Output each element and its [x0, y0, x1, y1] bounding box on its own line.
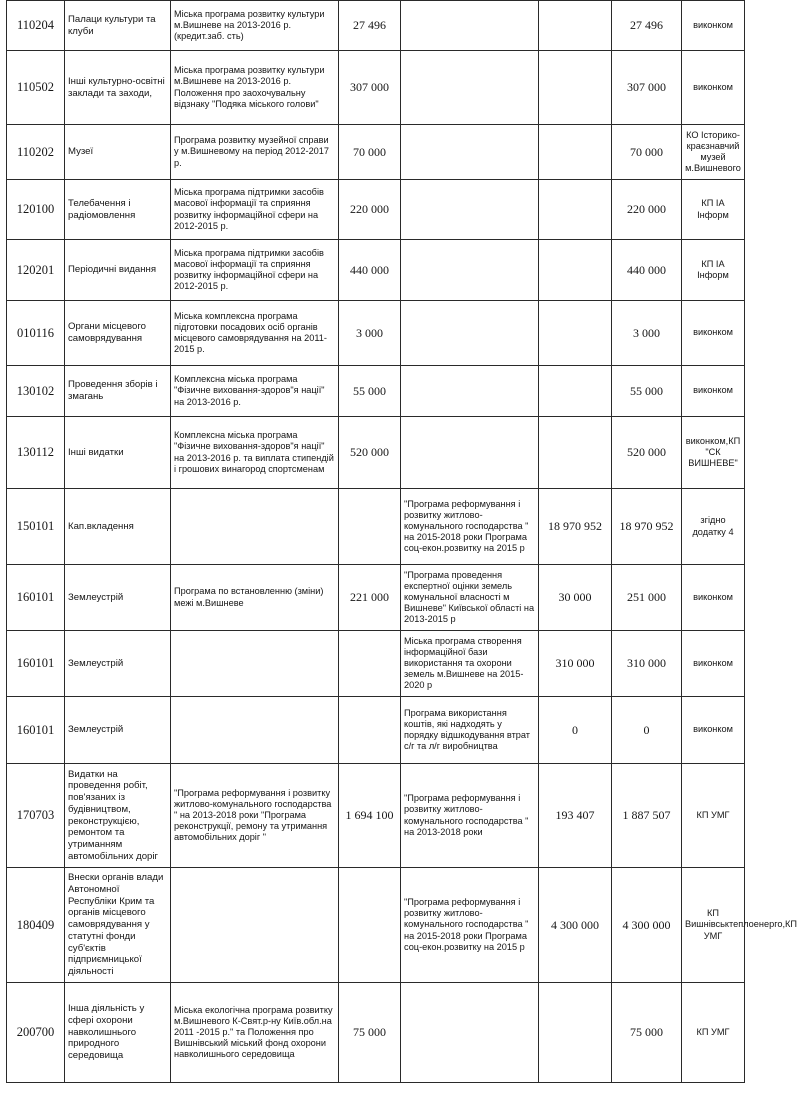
row-amount-primary [339, 697, 401, 764]
row-name: Органи місцевого самоврядування [65, 301, 171, 366]
row-executor: КП УМГ [682, 764, 745, 868]
row-program-primary [171, 489, 339, 565]
row-code: 110204 [7, 1, 65, 51]
row-name: Інші видатки [65, 417, 171, 489]
row-code: 130102 [7, 366, 65, 417]
row-total: 3 000 [612, 301, 682, 366]
row-amount-secondary [539, 366, 612, 417]
row-total: 1 887 507 [612, 764, 682, 868]
table-row [7, 868, 745, 983]
table-row [7, 417, 745, 489]
row-program-secondary [401, 180, 539, 240]
row-program-primary: Міська програма розвитку культури м.Вишневе на 2013-2016 р. Положення про заохочувальну відзнаку "Подяка міського голови" [171, 51, 339, 125]
row-amount-secondary: 0 [539, 697, 612, 764]
row-amount-secondary [539, 240, 612, 301]
row-program-primary: Міська програма розвитку культури м.Вишневе на 2013-2016 р. (кредит.заб. сть) [171, 1, 339, 51]
table-row [7, 565, 745, 631]
row-name: Інша діяльність у сфері охорони навколишнього природного середовища [65, 983, 171, 1083]
row-name: Землеустрій [65, 565, 171, 631]
row-code: 160101 [7, 565, 65, 631]
row-program-primary [171, 868, 339, 983]
row-program-primary [171, 697, 339, 764]
row-program-secondary: "Програма реформування і розвитку житлово-комунального господарства " на 2013-2018 роки [401, 764, 539, 868]
row-program-secondary: "Програма реформування і розвитку житлово-комунального господарства " на 2015-2018 роки Програма соц-екон.розвитку на 2015 р [401, 868, 539, 983]
row-amount-secondary: 4 300 000 [539, 868, 612, 983]
row-program-primary: Програма по встановленню (зміни) межі м.Вишневе [171, 565, 339, 631]
row-executor: КО Історико-краєзнавчий музей м.Вишневого [682, 125, 745, 180]
row-program-primary: Міська програма підтримки засобів масової інформації та сприяння розвитку інформаційної сфери на 2012-2015 р. [171, 180, 339, 240]
row-amount-primary: 75 000 [339, 983, 401, 1083]
row-executor: КП УМГ [682, 983, 745, 1083]
row-program-secondary: "Програма проведення експертної оцінки земель комунальної власності м Вишневе" Київської області на 2013-2015 р [401, 565, 539, 631]
table-row [7, 983, 745, 1083]
row-total: 251 000 [612, 565, 682, 631]
row-amount-secondary [539, 301, 612, 366]
row-program-primary: Програма розвитку музейної справи у м.Вишневому на період 2012-2017 р. [171, 125, 339, 180]
row-program-secondary [401, 417, 539, 489]
row-amount-primary: 55 000 [339, 366, 401, 417]
row-amount-primary: 307 000 [339, 51, 401, 125]
row-code: 170703 [7, 764, 65, 868]
table-row [7, 301, 745, 366]
row-total: 27 496 [612, 1, 682, 51]
row-code: 010116 [7, 301, 65, 366]
row-amount-primary [339, 489, 401, 565]
row-program-secondary [401, 366, 539, 417]
row-total: 307 000 [612, 51, 682, 125]
row-program-secondary: Міська програма створення інформаційної бази використання та охорони земель м.Вишневе на 2015-2020 р [401, 631, 539, 697]
row-total: 75 000 [612, 983, 682, 1083]
row-executor: виконком [682, 697, 745, 764]
row-program-secondary: Програма використання коштів, які надходять у порядку відшкодування втрат с/г та л/г виробництва [401, 697, 539, 764]
row-total: 440 000 [612, 240, 682, 301]
row-amount-primary: 520 000 [339, 417, 401, 489]
row-program-primary [171, 631, 339, 697]
row-code: 160101 [7, 631, 65, 697]
row-program-primary: Міська екологічна програма розвитку м.Вишневого К-Свят.р-ну Київ.обл.на 2011 -2015 р." та Положення про Вишнівський міський фонд охорони навколишнього середовища [171, 983, 339, 1083]
row-program-secondary [401, 301, 539, 366]
row-executor: КП ІА Інформ [682, 240, 745, 301]
row-executor: виконком [682, 631, 745, 697]
table-row [7, 180, 745, 240]
row-executor: виконком [682, 565, 745, 631]
row-code: 120100 [7, 180, 65, 240]
row-amount-secondary [539, 51, 612, 125]
row-amount-secondary: 310 000 [539, 631, 612, 697]
row-executor: КП Вишнівськтеплоенерго,КП УМГ [682, 868, 745, 983]
row-amount-secondary [539, 125, 612, 180]
row-amount-secondary: 193 407 [539, 764, 612, 868]
row-name: Кап.вкладення [65, 489, 171, 565]
row-program-secondary [401, 125, 539, 180]
row-total: 18 970 952 [612, 489, 682, 565]
row-program-primary: "Програма реформування і розвитку житлово-комунального господарства " на 2013-2018 роки "Програма реконструкції, ремону та утримання автомобільних доріг " [171, 764, 339, 868]
row-program-secondary [401, 240, 539, 301]
row-total: 4 300 000 [612, 868, 682, 983]
row-name: Палаци культури та клуби [65, 1, 171, 51]
row-name: Музеї [65, 125, 171, 180]
row-code: 130112 [7, 417, 65, 489]
row-total: 520 000 [612, 417, 682, 489]
row-executor: виконком [682, 366, 745, 417]
row-name: Проведення зборів і змагань [65, 366, 171, 417]
budget-table [6, 0, 797, 1083]
row-executor: виконком [682, 301, 745, 366]
row-code: 120201 [7, 240, 65, 301]
row-code: 110502 [7, 51, 65, 125]
row-total: 310 000 [612, 631, 682, 697]
row-amount-primary: 440 000 [339, 240, 401, 301]
table-row [7, 125, 745, 180]
row-code: 160101 [7, 697, 65, 764]
row-amount-primary: 221 000 [339, 565, 401, 631]
table-row [7, 764, 745, 868]
row-program-primary: Міська комплексна програма підготовки посадових осіб органів місцевого самоврядування на 2011-2015 р. [171, 301, 339, 366]
row-program-primary: Міська програма підтримки засобів масової інформації та сприяння розвитку інформаційної сфери на 2012-2015 р. [171, 240, 339, 301]
row-name: Землеустрій [65, 697, 171, 764]
row-amount-secondary: 18 970 952 [539, 489, 612, 565]
row-name: Періодичні видання [65, 240, 171, 301]
row-amount-secondary: 30 000 [539, 565, 612, 631]
row-executor: згідно додатку 4 [682, 489, 745, 565]
row-total: 70 000 [612, 125, 682, 180]
table-row [7, 51, 745, 125]
row-amount-secondary [539, 983, 612, 1083]
row-name: Внески органів влади Автономної Республіки Крим та органів місцевого самоврядування у статутні фонди суб'єктів підприємницької діяльності [65, 868, 171, 983]
row-amount-secondary [539, 417, 612, 489]
budget-sheet [6, 0, 797, 1083]
row-amount-primary: 70 000 [339, 125, 401, 180]
table-row [7, 631, 745, 697]
table-row [7, 366, 745, 417]
row-program-secondary: "Програма реформування і розвитку житлово-комунального господарства " на 2015-2018 роки Програма соц-екон.розвитку на 2015 р [401, 489, 539, 565]
row-program-secondary [401, 983, 539, 1083]
row-amount-secondary [539, 1, 612, 51]
row-total: 220 000 [612, 180, 682, 240]
row-amount-secondary [539, 180, 612, 240]
row-amount-primary: 27 496 [339, 1, 401, 51]
row-name: Видатки на проведення робіт, пов'язаних із будівництвом, реконструкцією, ремонтом та утриманням автомобільних доріг [65, 764, 171, 868]
row-executor: виконком [682, 1, 745, 51]
row-executor: виконком,КП "СК ВИШНЕВЕ" [682, 417, 745, 489]
row-code: 200700 [7, 983, 65, 1083]
table-row [7, 240, 745, 301]
row-name: Інші культурно-освітні заклади та заходи, [65, 51, 171, 125]
row-program-primary: Комплексна міська програма "Фізичне виховання-здоров"я нації" на 2013-2016 р. [171, 366, 339, 417]
row-code: 180409 [7, 868, 65, 983]
row-total: 55 000 [612, 366, 682, 417]
row-program-primary: Комплексна міська програма "Фізичне виховання-здоров"я нації" на 2013-2016 р. та виплата стипендій і грошових винагород спортсменам [171, 417, 339, 489]
table-row [7, 489, 745, 565]
row-code: 110202 [7, 125, 65, 180]
row-program-secondary [401, 51, 539, 125]
row-name: Телебачення і радіомовлення [65, 180, 171, 240]
row-name: Землеустрій [65, 631, 171, 697]
row-amount-primary: 220 000 [339, 180, 401, 240]
row-amount-primary: 3 000 [339, 301, 401, 366]
row-code: 150101 [7, 489, 65, 565]
row-total: 0 [612, 697, 682, 764]
row-executor: виконком [682, 51, 745, 125]
row-amount-primary [339, 631, 401, 697]
row-executor: КП ІА Інформ [682, 180, 745, 240]
row-amount-primary: 1 694 100 [339, 764, 401, 868]
row-program-secondary [401, 1, 539, 51]
row-amount-primary [339, 868, 401, 983]
table-row [7, 1, 745, 51]
table-row [7, 697, 745, 764]
